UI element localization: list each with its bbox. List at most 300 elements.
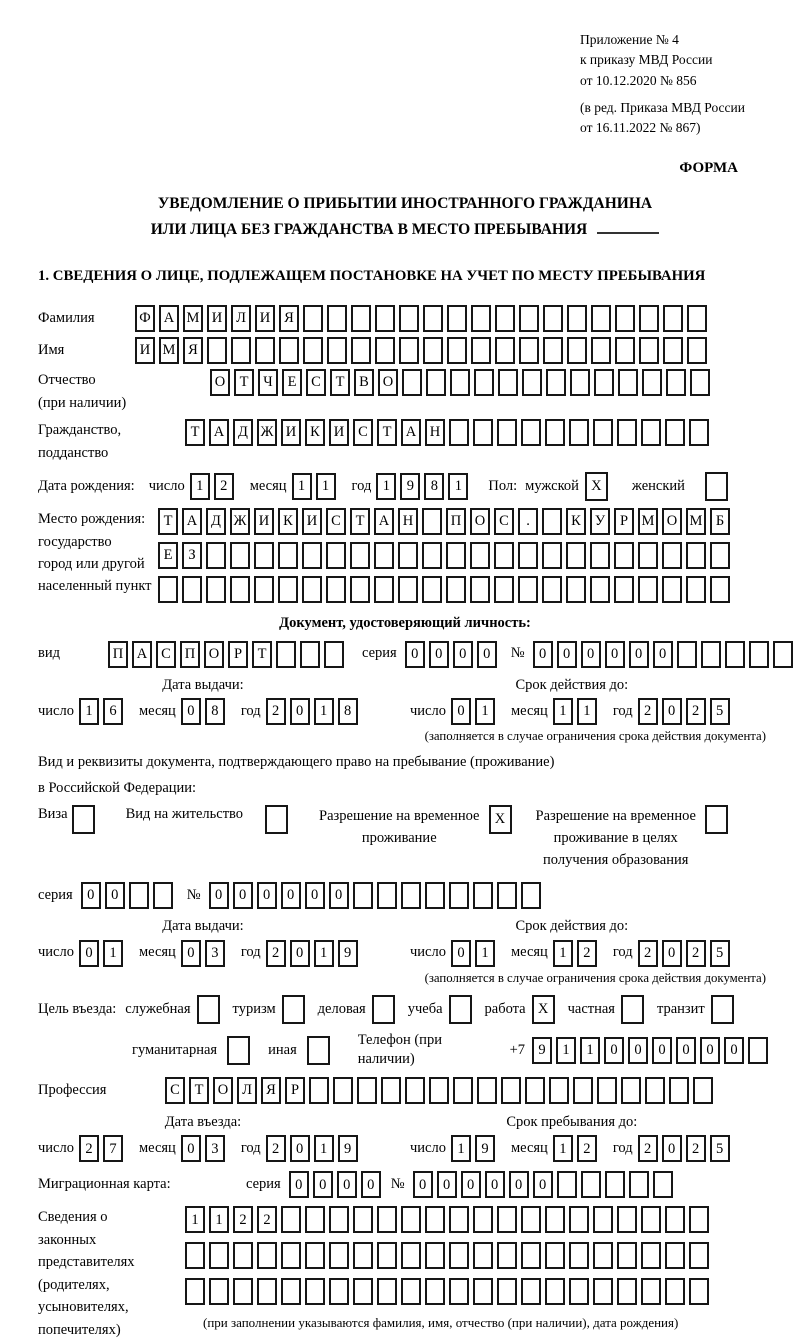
char-box[interactable]	[375, 305, 395, 332]
residence-issue-day-boxes[interactable]	[79, 940, 127, 967]
char-box[interactable]	[227, 1036, 250, 1065]
char-box[interactable]	[351, 337, 371, 364]
char-box[interactable]: 1	[553, 940, 573, 967]
char-box[interactable]: 1	[376, 473, 396, 500]
char-box[interactable]: 0	[181, 698, 201, 725]
char-box[interactable]: 0	[209, 882, 229, 909]
char-box[interactable]: 2	[266, 940, 286, 967]
char-box[interactable]: 0	[533, 1171, 553, 1198]
char-box[interactable]	[617, 1242, 637, 1269]
char-box[interactable]	[639, 337, 659, 364]
char-box[interactable]	[590, 542, 610, 569]
char-box[interactable]	[182, 576, 202, 603]
char-box[interactable]	[497, 882, 517, 909]
char-box[interactable]	[638, 576, 658, 603]
char-box[interactable]	[665, 1278, 685, 1305]
char-box[interactable]	[497, 1278, 517, 1305]
char-box[interactable]	[72, 805, 95, 834]
char-box[interactable]: Я	[261, 1077, 281, 1104]
char-box[interactable]	[638, 542, 658, 569]
char-box[interactable]: 0	[233, 882, 253, 909]
char-box[interactable]: 1	[475, 698, 495, 725]
char-box[interactable]: Д	[206, 508, 226, 535]
char-box[interactable]	[501, 1077, 521, 1104]
char-box[interactable]	[663, 305, 683, 332]
char-box[interactable]: 0	[662, 940, 682, 967]
char-box[interactable]: Т	[377, 419, 397, 446]
char-box[interactable]: 6	[103, 698, 123, 725]
char-box[interactable]: З	[182, 542, 202, 569]
char-box[interactable]: 1	[577, 698, 597, 725]
char-box[interactable]: 0	[652, 1037, 672, 1064]
char-box[interactable]: А	[401, 419, 421, 446]
char-box[interactable]	[474, 369, 494, 396]
char-box[interactable]: 2	[266, 698, 286, 725]
char-box[interactable]: С	[326, 508, 346, 535]
identity-issue-day-boxes[interactable]	[79, 698, 127, 725]
char-box[interactable]	[353, 1278, 373, 1305]
char-box[interactable]	[255, 337, 275, 364]
char-box[interactable]: Т	[330, 369, 350, 396]
identity-expiry-year-boxes[interactable]	[638, 698, 734, 725]
char-box[interactable]: К	[305, 419, 325, 446]
residence-issue-year-boxes[interactable]	[266, 940, 362, 967]
char-box[interactable]: О	[470, 508, 490, 535]
char-box[interactable]	[422, 576, 442, 603]
birth-place-row3-boxes[interactable]	[158, 576, 734, 603]
char-box[interactable]	[327, 305, 347, 332]
char-box[interactable]	[449, 882, 469, 909]
char-box[interactable]	[422, 508, 442, 535]
char-box[interactable]	[597, 1077, 617, 1104]
char-box[interactable]	[689, 1242, 709, 1269]
char-box[interactable]	[629, 1171, 649, 1198]
gender-female-checkbox[interactable]	[705, 472, 732, 501]
residence-number-boxes[interactable]	[209, 882, 545, 909]
char-box[interactable]	[615, 305, 635, 332]
char-box[interactable]: 1	[79, 698, 99, 725]
char-box[interactable]	[641, 419, 661, 446]
char-box[interactable]: 0	[451, 698, 471, 725]
char-box[interactable]	[519, 337, 539, 364]
char-box[interactable]	[569, 1206, 589, 1233]
doc-series-boxes[interactable]	[405, 641, 501, 668]
char-box[interactable]	[426, 369, 446, 396]
char-box[interactable]: 0	[477, 641, 497, 668]
char-box[interactable]: К	[566, 508, 586, 535]
char-box[interactable]: 0	[662, 1135, 682, 1162]
char-box[interactable]	[653, 1171, 673, 1198]
char-box[interactable]	[617, 419, 637, 446]
char-box[interactable]: А	[182, 508, 202, 535]
business-checkbox[interactable]	[372, 995, 399, 1024]
char-box[interactable]	[372, 995, 395, 1024]
char-box[interactable]: М	[686, 508, 706, 535]
char-box[interactable]	[185, 1242, 205, 1269]
char-box[interactable]	[495, 337, 515, 364]
char-box[interactable]	[327, 337, 347, 364]
char-box[interactable]	[543, 337, 563, 364]
char-box[interactable]	[449, 1278, 469, 1305]
surname-boxes[interactable]	[135, 305, 711, 332]
char-box[interactable]: X	[489, 805, 512, 834]
char-box[interactable]	[590, 576, 610, 603]
char-box[interactable]: 1	[185, 1206, 205, 1233]
char-box[interactable]	[593, 1278, 613, 1305]
char-box[interactable]	[471, 337, 491, 364]
char-box[interactable]	[153, 882, 173, 909]
profession-boxes[interactable]	[165, 1077, 717, 1104]
char-box[interactable]	[662, 576, 682, 603]
char-box[interactable]: П	[446, 508, 466, 535]
char-box[interactable]	[449, 419, 469, 446]
entry-day-boxes[interactable]	[79, 1135, 127, 1162]
char-box[interactable]	[665, 1206, 685, 1233]
work-checkbox[interactable]	[532, 995, 559, 1024]
char-box[interactable]	[447, 337, 467, 364]
char-box[interactable]: 8	[338, 698, 358, 725]
char-box[interactable]: 0	[557, 641, 577, 668]
birth-day-boxes[interactable]	[190, 473, 238, 500]
char-box[interactable]: Н	[425, 419, 445, 446]
char-box[interactable]	[666, 369, 686, 396]
char-box[interactable]: 1	[209, 1206, 229, 1233]
char-box[interactable]	[569, 1278, 589, 1305]
char-box[interactable]: 0	[337, 1171, 357, 1198]
char-box[interactable]	[641, 1278, 661, 1305]
char-box[interactable]	[518, 542, 538, 569]
char-box[interactable]: 8	[424, 473, 444, 500]
char-box[interactable]	[423, 305, 443, 332]
char-box[interactable]: 0	[461, 1171, 481, 1198]
char-box[interactable]	[305, 1242, 325, 1269]
char-box[interactable]: А	[374, 508, 394, 535]
char-box[interactable]	[398, 576, 418, 603]
char-box[interactable]	[725, 641, 745, 668]
char-box[interactable]	[522, 369, 542, 396]
char-box[interactable]	[207, 337, 227, 364]
char-box[interactable]: 9	[532, 1037, 552, 1064]
char-box[interactable]	[230, 576, 250, 603]
char-box[interactable]: 1	[553, 698, 573, 725]
char-box[interactable]	[473, 1278, 493, 1305]
given-name-boxes[interactable]	[135, 337, 711, 364]
char-box[interactable]: 9	[338, 940, 358, 967]
char-box[interactable]	[329, 1242, 349, 1269]
birth-year-boxes[interactable]	[376, 473, 472, 500]
char-box[interactable]	[591, 337, 611, 364]
char-box[interactable]	[398, 542, 418, 569]
char-box[interactable]	[549, 1077, 569, 1104]
char-box[interactable]: 9	[475, 1135, 495, 1162]
char-box[interactable]	[617, 1206, 637, 1233]
char-box[interactable]	[470, 576, 490, 603]
char-box[interactable]: 0	[79, 940, 99, 967]
char-box[interactable]: Т	[350, 508, 370, 535]
char-box[interactable]	[405, 1077, 425, 1104]
char-box[interactable]: М	[638, 508, 658, 535]
char-box[interactable]	[705, 472, 728, 501]
char-box[interactable]	[206, 542, 226, 569]
char-box[interactable]: О	[213, 1077, 233, 1104]
char-box[interactable]: 5	[710, 940, 730, 967]
char-box[interactable]	[158, 576, 178, 603]
char-box[interactable]: 1	[103, 940, 123, 967]
char-box[interactable]	[557, 1171, 577, 1198]
char-box[interactable]: 0	[290, 698, 310, 725]
char-box[interactable]	[233, 1278, 253, 1305]
char-box[interactable]	[546, 369, 566, 396]
char-box[interactable]	[375, 337, 395, 364]
char-box[interactable]: 0	[676, 1037, 696, 1064]
char-box[interactable]	[374, 542, 394, 569]
residence-issue-month-boxes[interactable]	[181, 940, 229, 967]
char-box[interactable]: 1	[314, 698, 334, 725]
char-box[interactable]	[423, 337, 443, 364]
char-box[interactable]	[282, 995, 305, 1024]
char-box[interactable]	[470, 542, 490, 569]
char-box[interactable]: 1	[292, 473, 312, 500]
char-box[interactable]: Я	[183, 337, 203, 364]
char-box[interactable]: М	[159, 337, 179, 364]
char-box[interactable]: 2	[686, 1135, 706, 1162]
char-box[interactable]: 0	[662, 698, 682, 725]
birth-month-boxes[interactable]	[292, 473, 340, 500]
char-box[interactable]	[621, 1077, 641, 1104]
char-box[interactable]: С	[494, 508, 514, 535]
char-box[interactable]	[446, 576, 466, 603]
char-box[interactable]	[449, 1242, 469, 1269]
char-box[interactable]	[677, 641, 697, 668]
char-box[interactable]	[279, 337, 299, 364]
char-box[interactable]	[521, 1206, 541, 1233]
char-box[interactable]	[276, 641, 296, 668]
char-box[interactable]	[665, 419, 685, 446]
residence-expiry-month-boxes[interactable]	[553, 940, 601, 967]
char-box[interactable]: 1	[556, 1037, 576, 1064]
char-box[interactable]	[278, 542, 298, 569]
char-box[interactable]	[519, 305, 539, 332]
char-box[interactable]	[690, 369, 710, 396]
char-box[interactable]	[351, 305, 371, 332]
char-box[interactable]: Ж	[230, 508, 250, 535]
char-box[interactable]	[498, 369, 518, 396]
char-box[interactable]: 2	[233, 1206, 253, 1233]
char-box[interactable]: 0	[429, 641, 449, 668]
char-box[interactable]	[303, 305, 323, 332]
char-box[interactable]: И	[207, 305, 227, 332]
char-box[interactable]	[581, 1171, 601, 1198]
transit-checkbox[interactable]	[711, 995, 738, 1024]
char-box[interactable]	[569, 419, 589, 446]
char-box[interactable]	[281, 1278, 301, 1305]
char-box[interactable]	[209, 1278, 229, 1305]
char-box[interactable]: 0	[361, 1171, 381, 1198]
char-box[interactable]	[401, 1242, 421, 1269]
char-box[interactable]	[254, 542, 274, 569]
char-box[interactable]: 1	[553, 1135, 573, 1162]
char-box[interactable]	[566, 576, 586, 603]
char-box[interactable]	[686, 576, 706, 603]
char-box[interactable]	[353, 1206, 373, 1233]
birth-place-row1-boxes[interactable]	[158, 508, 734, 535]
tourism-checkbox[interactable]	[282, 995, 309, 1024]
residence-series-boxes[interactable]	[81, 882, 177, 909]
char-box[interactable]: 1	[314, 940, 334, 967]
other-checkbox[interactable]	[307, 1036, 334, 1065]
residence-permit-checkbox[interactable]	[265, 805, 292, 834]
char-box[interactable]: Л	[231, 305, 251, 332]
char-box[interactable]: 0	[628, 1037, 648, 1064]
char-box[interactable]	[642, 369, 662, 396]
char-box[interactable]: 2	[257, 1206, 277, 1233]
char-box[interactable]	[545, 1278, 565, 1305]
char-box[interactable]: 2	[214, 473, 234, 500]
char-box[interactable]	[353, 882, 373, 909]
char-box[interactable]: Т	[185, 419, 205, 446]
char-box[interactable]	[525, 1077, 545, 1104]
char-box[interactable]: 1	[448, 473, 468, 500]
char-box[interactable]: .	[518, 508, 538, 535]
char-box[interactable]	[197, 995, 220, 1024]
char-box[interactable]	[473, 419, 493, 446]
char-box[interactable]: И	[255, 305, 275, 332]
legal-reps-row2-boxes[interactable]	[185, 1242, 713, 1269]
char-box[interactable]: О	[204, 641, 224, 668]
char-box[interactable]: Т	[158, 508, 178, 535]
char-box[interactable]	[450, 369, 470, 396]
char-box[interactable]: 1	[451, 1135, 471, 1162]
char-box[interactable]: К	[278, 508, 298, 535]
char-box[interactable]: 2	[686, 940, 706, 967]
char-box[interactable]: 0	[581, 641, 601, 668]
char-box[interactable]	[497, 419, 517, 446]
char-box[interactable]	[329, 1206, 349, 1233]
char-box[interactable]	[593, 1242, 613, 1269]
char-box[interactable]: П	[108, 641, 128, 668]
char-box[interactable]: 0	[313, 1171, 333, 1198]
char-box[interactable]: 1	[316, 473, 336, 500]
char-box[interactable]	[309, 1077, 329, 1104]
char-box[interactable]: 0	[724, 1037, 744, 1064]
char-box[interactable]: А	[159, 305, 179, 332]
char-box[interactable]	[265, 805, 288, 834]
char-box[interactable]	[705, 805, 728, 834]
char-box[interactable]	[662, 542, 682, 569]
char-box[interactable]: 0	[81, 882, 101, 909]
char-box[interactable]	[305, 1206, 325, 1233]
entry-month-boxes[interactable]	[181, 1135, 229, 1162]
char-box[interactable]: И	[135, 337, 155, 364]
char-box[interactable]: 0	[700, 1037, 720, 1064]
char-box[interactable]	[278, 576, 298, 603]
char-box[interactable]: С	[306, 369, 326, 396]
char-box[interactable]	[425, 1206, 445, 1233]
char-box[interactable]: 0	[289, 1171, 309, 1198]
char-box[interactable]: 2	[638, 698, 658, 725]
phone-boxes[interactable]	[532, 1037, 772, 1064]
char-box[interactable]	[300, 641, 320, 668]
char-box[interactable]: И	[281, 419, 301, 446]
char-box[interactable]	[401, 882, 421, 909]
char-box[interactable]	[521, 1278, 541, 1305]
char-box[interactable]: Р	[228, 641, 248, 668]
char-box[interactable]	[377, 1206, 397, 1233]
char-box[interactable]	[594, 369, 614, 396]
char-box[interactable]	[617, 1278, 637, 1305]
patronymic-boxes[interactable]	[210, 369, 714, 396]
char-box[interactable]: И	[254, 508, 274, 535]
char-box[interactable]	[302, 576, 322, 603]
char-box[interactable]	[566, 542, 586, 569]
char-box[interactable]	[545, 1242, 565, 1269]
char-box[interactable]	[333, 1077, 353, 1104]
char-box[interactable]: А	[132, 641, 152, 668]
char-box[interactable]	[542, 542, 562, 569]
legal-reps-row3-boxes[interactable]	[185, 1278, 713, 1305]
stay-day-boxes[interactable]	[451, 1135, 499, 1162]
char-box[interactable]	[545, 1206, 565, 1233]
char-box[interactable]	[567, 305, 587, 332]
char-box[interactable]: 0	[181, 1135, 201, 1162]
char-box[interactable]: 2	[638, 940, 658, 967]
char-box[interactable]: 5	[710, 1135, 730, 1162]
official-checkbox[interactable]	[197, 995, 224, 1024]
char-box[interactable]	[425, 882, 445, 909]
char-box[interactable]	[614, 576, 634, 603]
char-box[interactable]: И	[302, 508, 322, 535]
char-box[interactable]	[641, 1242, 661, 1269]
char-box[interactable]	[473, 882, 493, 909]
char-box[interactable]	[545, 419, 565, 446]
char-box[interactable]	[281, 1242, 301, 1269]
char-box[interactable]	[350, 576, 370, 603]
char-box[interactable]	[185, 1278, 205, 1305]
char-box[interactable]: Ч	[258, 369, 278, 396]
char-box[interactable]	[645, 1077, 665, 1104]
char-box[interactable]: 0	[281, 882, 301, 909]
char-box[interactable]: Ф	[135, 305, 155, 332]
char-box[interactable]	[543, 305, 563, 332]
char-box[interactable]	[521, 419, 541, 446]
char-box[interactable]	[497, 1242, 517, 1269]
char-box[interactable]	[701, 641, 721, 668]
char-box[interactable]	[614, 542, 634, 569]
char-box[interactable]	[593, 1206, 613, 1233]
char-box[interactable]	[307, 1036, 330, 1065]
char-box[interactable]	[567, 337, 587, 364]
char-box[interactable]: 0	[509, 1171, 529, 1198]
char-box[interactable]: 2	[266, 1135, 286, 1162]
char-box[interactable]	[639, 305, 659, 332]
char-box[interactable]	[621, 995, 644, 1024]
char-box[interactable]	[542, 576, 562, 603]
birth-place-row2-boxes[interactable]	[158, 542, 734, 569]
char-box[interactable]: X	[585, 472, 608, 501]
char-box[interactable]: 9	[400, 473, 420, 500]
char-box[interactable]: 2	[577, 940, 597, 967]
char-box[interactable]	[749, 641, 769, 668]
migration-number-boxes[interactable]	[413, 1171, 677, 1198]
temp-residence-edu-checkbox[interactable]	[705, 805, 732, 834]
char-box[interactable]	[449, 1206, 469, 1233]
char-box[interactable]	[254, 576, 274, 603]
char-box[interactable]: 0	[605, 641, 625, 668]
char-box[interactable]: М	[183, 305, 203, 332]
char-box[interactable]	[669, 1077, 689, 1104]
char-box[interactable]: Е	[158, 542, 178, 569]
char-box[interactable]	[233, 1242, 253, 1269]
